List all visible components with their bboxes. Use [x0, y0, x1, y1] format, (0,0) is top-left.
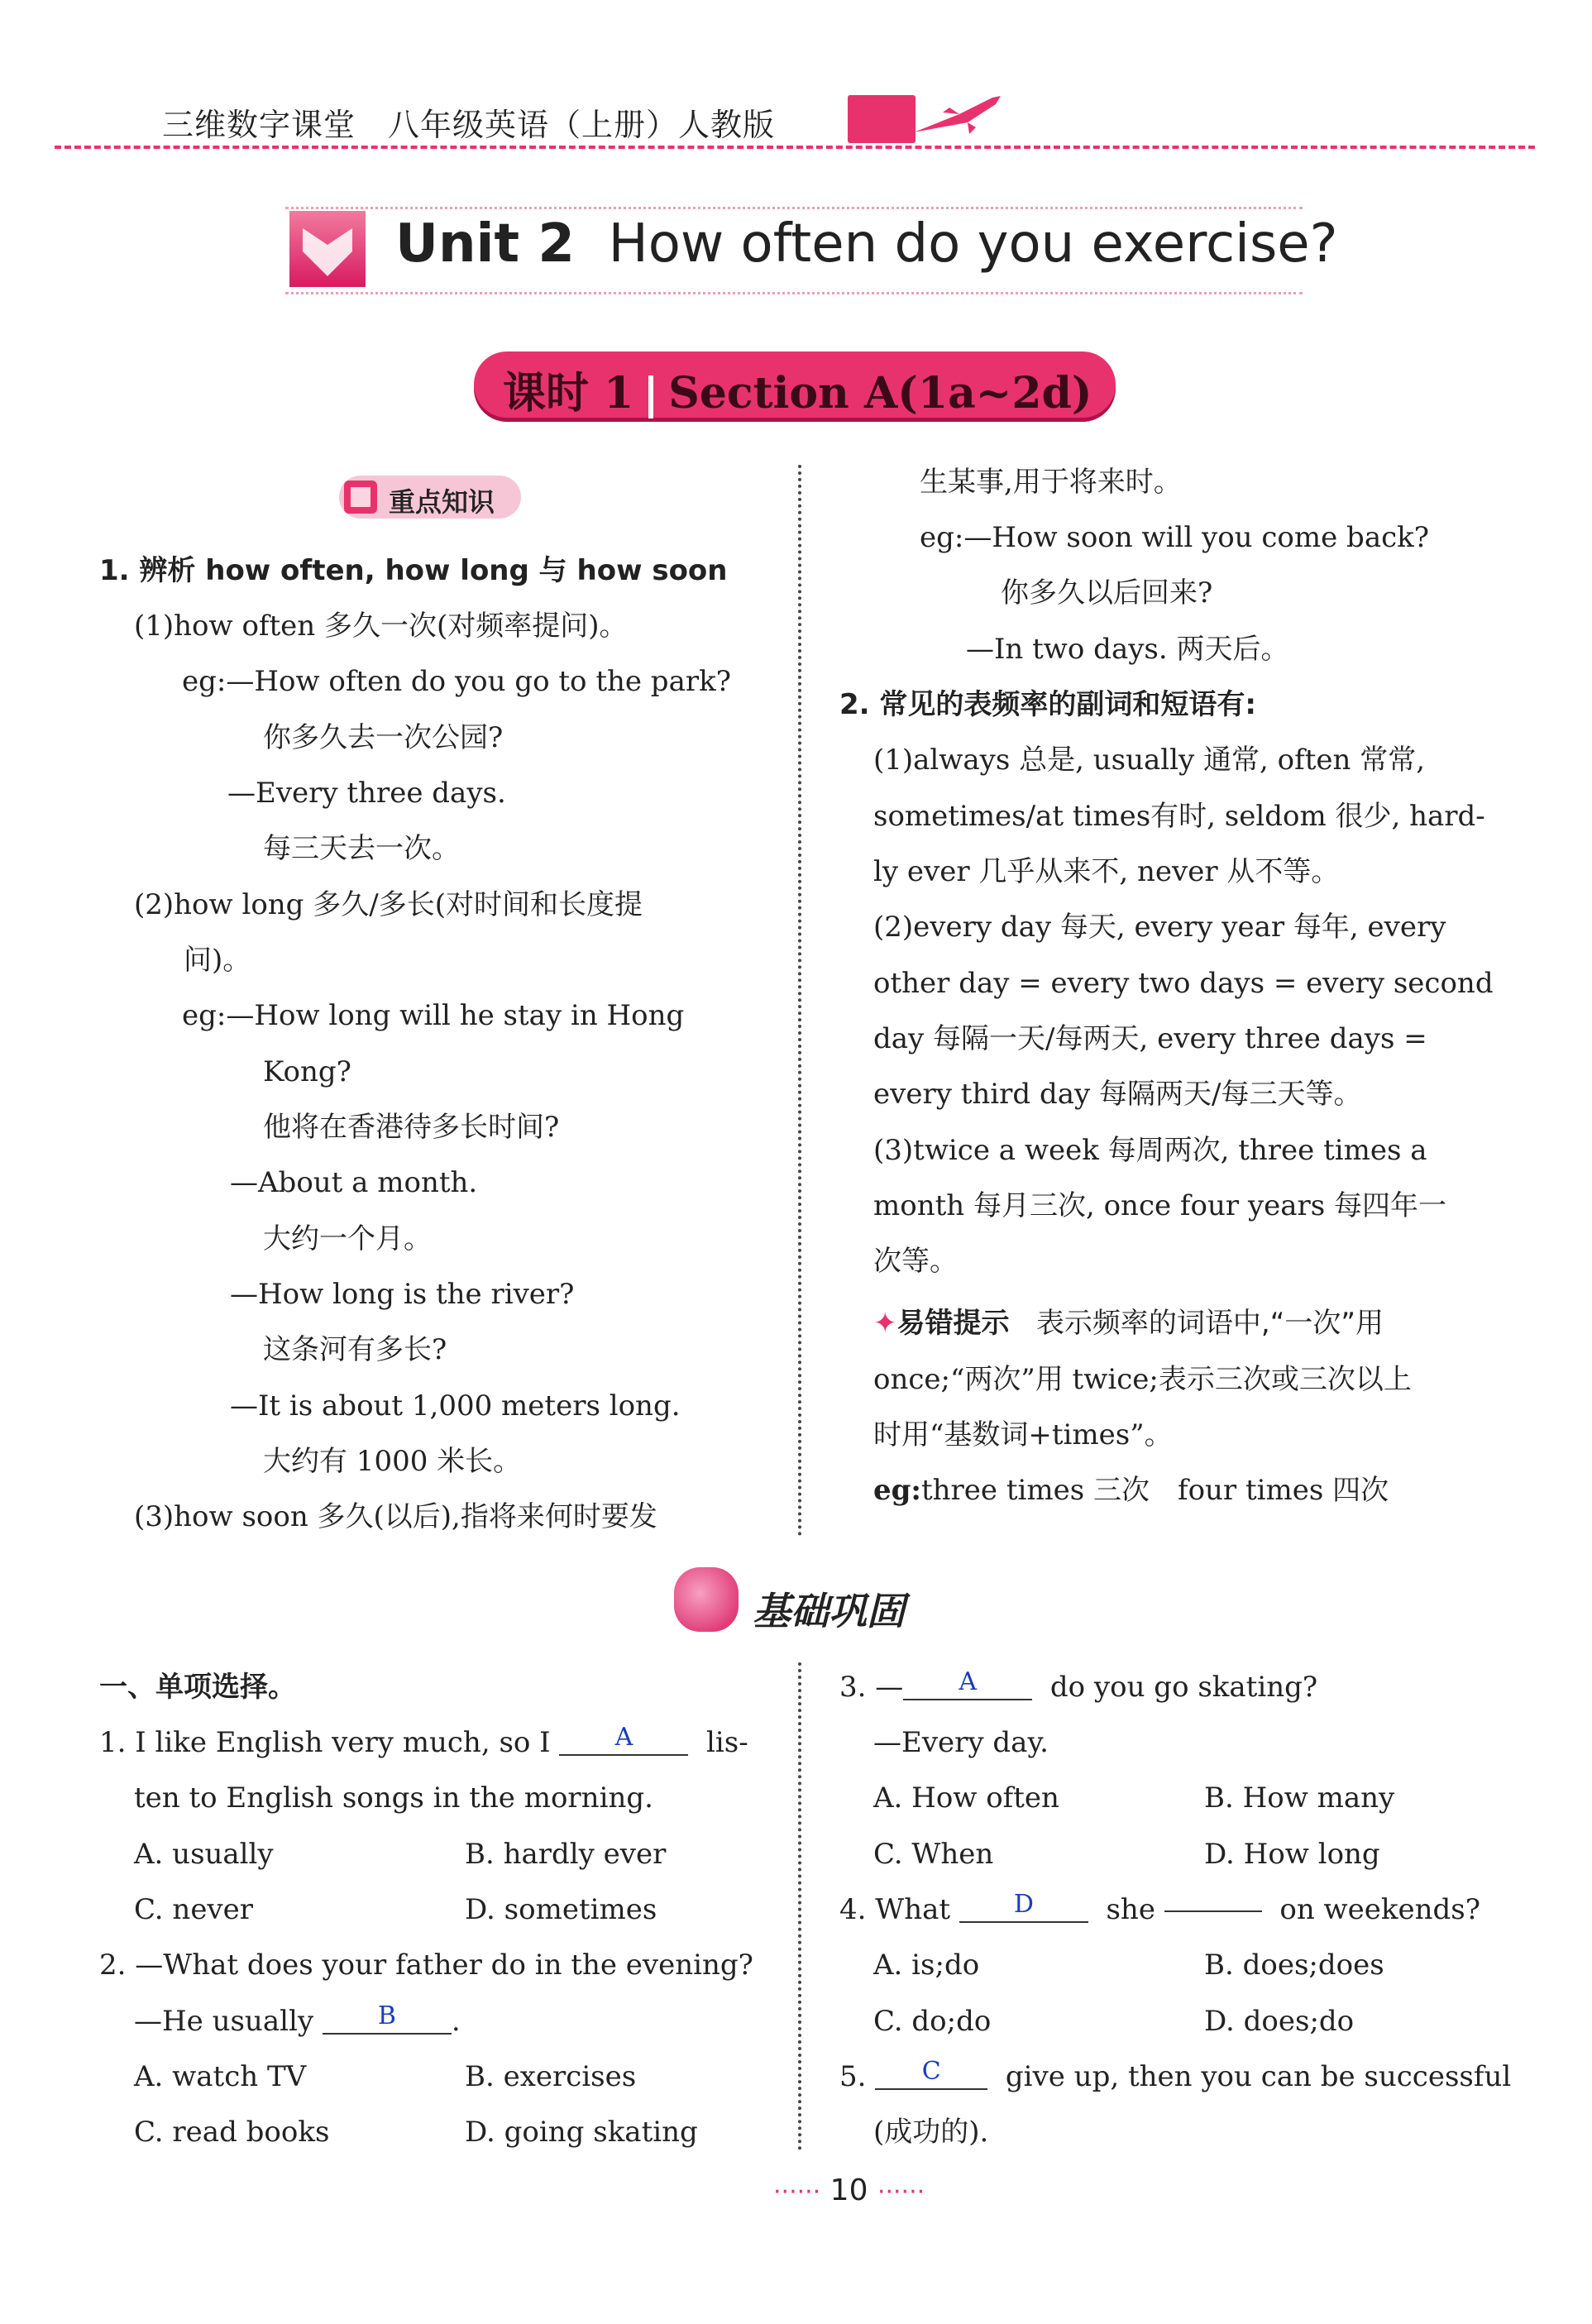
option[interactable]: A. watch TV	[134, 2060, 307, 2093]
knowledge-line: eg:—How long will he stay in Hong	[182, 999, 685, 1032]
basket-icon	[674, 1567, 739, 1632]
option[interactable]: D. going skating	[465, 2116, 698, 2149]
option[interactable]: D. How long	[1204, 1838, 1380, 1871]
question-2: 2. —What does your father do in the evening?	[99, 1949, 753, 1982]
option[interactable]: B. hardly ever	[465, 1838, 667, 1871]
option[interactable]: D. does;do	[1204, 2005, 1355, 2038]
tip-label: 易错提示	[896, 1307, 1010, 1340]
knowledge-line: 大约有 1000 米长。	[263, 1445, 522, 1478]
q2-answer-blank[interactable]: B	[323, 2000, 452, 2035]
practice-heading: 基础巩固	[753, 1589, 905, 1633]
knowledge-line: 你多久以后回来?	[1001, 576, 1213, 610]
option[interactable]: A. How often	[873, 1781, 1059, 1815]
q2-text: —He usually	[134, 2005, 314, 2038]
unit-title	[395, 213, 1338, 275]
header-divider	[55, 146, 1535, 149]
knowledge-line: 他将在香港待多长时间?	[263, 1111, 560, 1144]
q5-text: 5.	[839, 2060, 867, 2093]
knowledge-line: 大约一个月。	[263, 1222, 432, 1255]
tip-text: 表示频率的词语中,“一次”用	[1035, 1307, 1384, 1340]
tip-example-text: three times 三次 four times 四次	[920, 1474, 1389, 1507]
question-line: ten to English songs in the morning.	[134, 1781, 653, 1815]
question-line: —Every day.	[873, 1726, 1049, 1759]
knowledge-line: month 每月三次, once four years 每四年一	[873, 1189, 1447, 1222]
lesson-section: Section A(1a~2d)	[668, 368, 1092, 418]
tip-star-icon: ✦	[873, 1307, 897, 1340]
rocket-icon	[910, 91, 1005, 141]
option[interactable]: B. does;does	[1204, 1949, 1384, 1982]
knowledge-line: every third day 每隔两天/每三天等。	[873, 1078, 1362, 1111]
unit-label: Unit 2	[395, 213, 575, 275]
eg-label: eg:	[873, 1474, 921, 1507]
header-tab	[848, 95, 916, 143]
q1-text-end: lis-	[706, 1726, 748, 1759]
knowledge-line: —Every three days.	[227, 777, 506, 810]
option[interactable]: C. When	[873, 1838, 994, 1871]
knowledge-line: (1)always 总是, usually 通常, often 常常,	[873, 744, 1426, 777]
knowledge-line: 生某事,用于将来时。	[920, 466, 1182, 499]
knowledge-line: 时用“基数词+times”。	[873, 1418, 1173, 1451]
knowledge-line: eg:—How soon will you come back?	[920, 521, 1429, 554]
knowledge-line: once;“两次”用 twice;表示三次或三次以上	[873, 1363, 1412, 1396]
knowledge-line: —It is about 1,000 meters long.	[230, 1389, 681, 1423]
q2-text-end: .	[451, 2005, 461, 2038]
question-5	[839, 2057, 1512, 2097]
knowledge-line: 这条河有多长?	[263, 1333, 447, 1366]
column-divider	[798, 1662, 801, 2150]
option[interactable]: C. never	[134, 1893, 254, 1926]
q4-second-blank[interactable]	[1164, 1910, 1262, 1912]
knowledge-line: ly ever 几乎从来不, never 从不等。	[873, 855, 1340, 888]
knowledge-line: (2)every day 每天, every year 每年, every	[873, 911, 1446, 944]
tip-line	[873, 1307, 1384, 1340]
q1-text: 1. I like English very much, so I	[99, 1726, 551, 1759]
knowledge-line: 1. 辨析 how often, how long 与 how soon	[99, 554, 728, 587]
q4-text-end: on weekends?	[1279, 1893, 1480, 1926]
option[interactable]: B. How many	[1204, 1781, 1395, 1815]
key-knowledge-heading: 重点知识	[389, 486, 495, 518]
option[interactable]: C. do;do	[873, 2005, 992, 2038]
knowledge-line: 每三天去一次。	[263, 832, 460, 865]
question-1	[99, 1723, 748, 1762]
lesson-heading	[503, 358, 1092, 420]
knowledge-line: 次等。	[873, 1245, 958, 1278]
option[interactable]: A. is;do	[873, 1949, 980, 1982]
knowledge-line: sometimes/at times有时, seldom 很少, hard-	[873, 800, 1485, 833]
option[interactable]: A. usually	[134, 1838, 274, 1871]
knowledge-line: —How long is the river?	[230, 1278, 575, 1311]
knowledge-line: 2. 常见的表频率的副词和短语有:	[839, 688, 1257, 721]
section-title: 一、单项选择。	[99, 1671, 296, 1704]
q1-answer-blank[interactable]: A	[559, 1721, 688, 1756]
question-line: (成功的).	[873, 2116, 989, 2149]
q4-text: 4. What	[839, 1893, 951, 1926]
knowledge-line: (2)how long 多久/多长(对时间和长度提	[134, 888, 643, 921]
question-3	[839, 1667, 1318, 1707]
dots-left: ······	[773, 2178, 821, 2207]
down-arrow-icon	[299, 223, 356, 281]
knowledge-line: eg:—How often do you go to the park?	[182, 665, 731, 698]
knowledge-line: (1)how often 多久一次(对频率提问)。	[134, 610, 628, 643]
q5-text-end: give up, then you can be successful	[1005, 2060, 1512, 2093]
tip-example	[873, 1474, 1389, 1507]
option[interactable]: B. exercises	[465, 2060, 637, 2093]
knowledge-line: (3)twice a week 每周两次, three times a	[873, 1134, 1427, 1167]
dots-right: ······	[877, 2178, 925, 2207]
page-number-value: 10	[829, 2173, 868, 2207]
knowledge-line: 问)。	[184, 944, 251, 977]
q5-answer-blank[interactable]: C	[875, 2055, 987, 2090]
knowledge-line: (3)how soon 多久(以后),指将来何时要发	[134, 1500, 657, 1533]
lesson-label: 课时 1	[503, 368, 634, 418]
column-divider	[798, 465, 801, 1537]
knowledge-line: day 每隔一天/每两天, every three days =	[873, 1022, 1427, 1055]
option[interactable]: D. sometimes	[465, 1893, 657, 1926]
q3-text: 3. —	[839, 1671, 904, 1704]
book-header: 三维数字课堂 八年级英语（上册）人教版	[162, 107, 776, 143]
question-4	[839, 1890, 1480, 1929]
knowledge-line: —About a month.	[230, 1166, 478, 1199]
question-line	[134, 2001, 461, 2041]
page-number	[773, 2173, 925, 2207]
option[interactable]: C. read books	[134, 2116, 330, 2149]
q4-answer-blank[interactable]: D	[959, 1888, 1088, 1923]
knowledge-line: Kong?	[263, 1055, 351, 1088]
q3-answer-blank[interactable]: A	[903, 1666, 1032, 1700]
knowledge-line: other day = every two days = every second	[873, 967, 1494, 1000]
q3-text-end: do you go skating?	[1049, 1671, 1318, 1704]
unit-name: How often do you exercise?	[608, 213, 1338, 275]
q4-text-mid: she	[1106, 1893, 1155, 1926]
knowledge-line: —In two days. 两天后。	[966, 633, 1289, 666]
knowledge-line: 你多久去一次公园?	[263, 721, 504, 754]
book-icon	[341, 476, 384, 519]
